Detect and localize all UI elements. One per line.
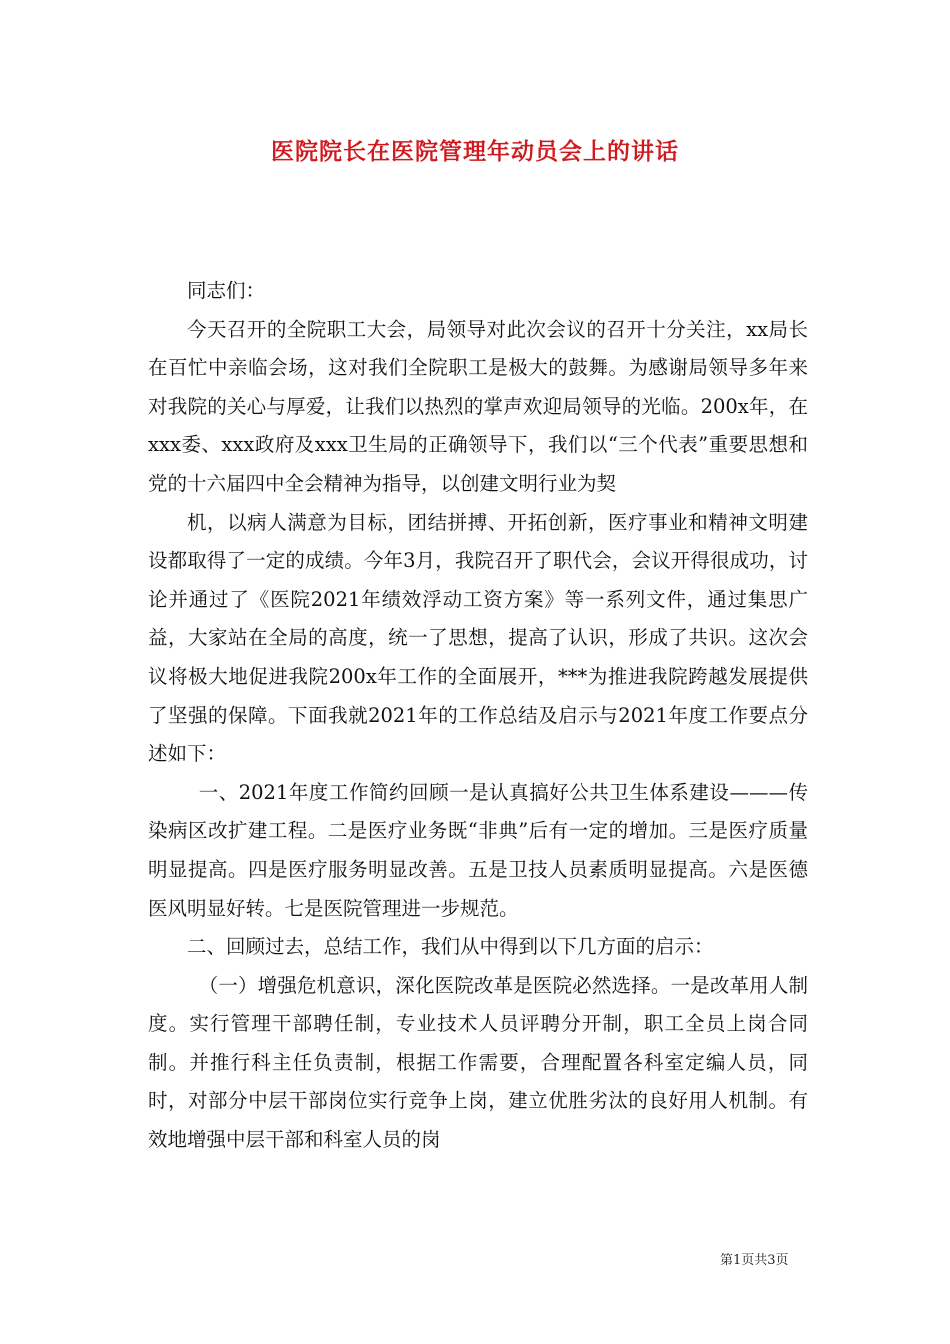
page-number: 第1页共3页 [720,1253,789,1268]
paragraph: 机，以病人满意为目标，团结拼搏、开拓创新，医疗事业和精神文明建设都取得了一定的成绩。今年3月，我院召开了职代会，会议开得很成功，讨论并通过了《医院2021年绩效浮动工资方案》等一系列文件，通过集思广益，大家站在全局的高度，统一了思想，提高了认识，形成了共识。这次会议将极大地促进我院200x年工作的全面展开，***为推进我院跨越发展提供了坚强的保障。下面我就2021年的工作总结及启示与2021年度工作要点分述如下： [148,510,808,766]
document-body [148,272,808,1160]
document-title: 医院院长在医院管理年动员会上的讲话 [271,139,679,165]
paragraph: 一、2021年度工作简约回顾一是认真搞好公共卫生体系建设———传染病区改扩建工程。二是医疗业务既“非典”后有一定的增加。三是医疗质量明显提高。四是医疗服务明显改善。五是卫技人员素质明显提高。六是医德医风明显好转。七是医院管理进一步规范。 [148,780,808,920]
salutation: 同志们： [187,279,266,302]
paragraph: 二、回顾过去，总结工作，我们从中得到以下几方面的启示： [187,935,714,959]
paragraph: （一）增强危机意识，深化医院改革是医院必然选择。一是改革用人制度。实行管理干部聘任制，专业技术人员评聘分开制，职工全员上岗合同制。并推行科主任负责制，根据工作需要，合理配置各科室定编人员，同时，对部分中层干部岗位实行竞争上岗，建立优胜劣汰的良好用人机制。有效地增强中层干部和科室人员的岗 [148,973,808,1152]
paragraph: 今天召开的全院职工大会，局领导对此次会议的召开十分关注，xx局长在百忙中亲临会场，这对我们全院职工是极大的鼓舞。为感谢局领导多年来对我院的关心与厚爱，让我们以热烈的掌声欢迎局领导的光临。200x年，在xxx委、xxx政府及xxx卫生局的正确领导下，我们以“三个代表”重要思想和党的十六届四中全会精神为指导，以创建文明行业为契 [148,317,808,495]
